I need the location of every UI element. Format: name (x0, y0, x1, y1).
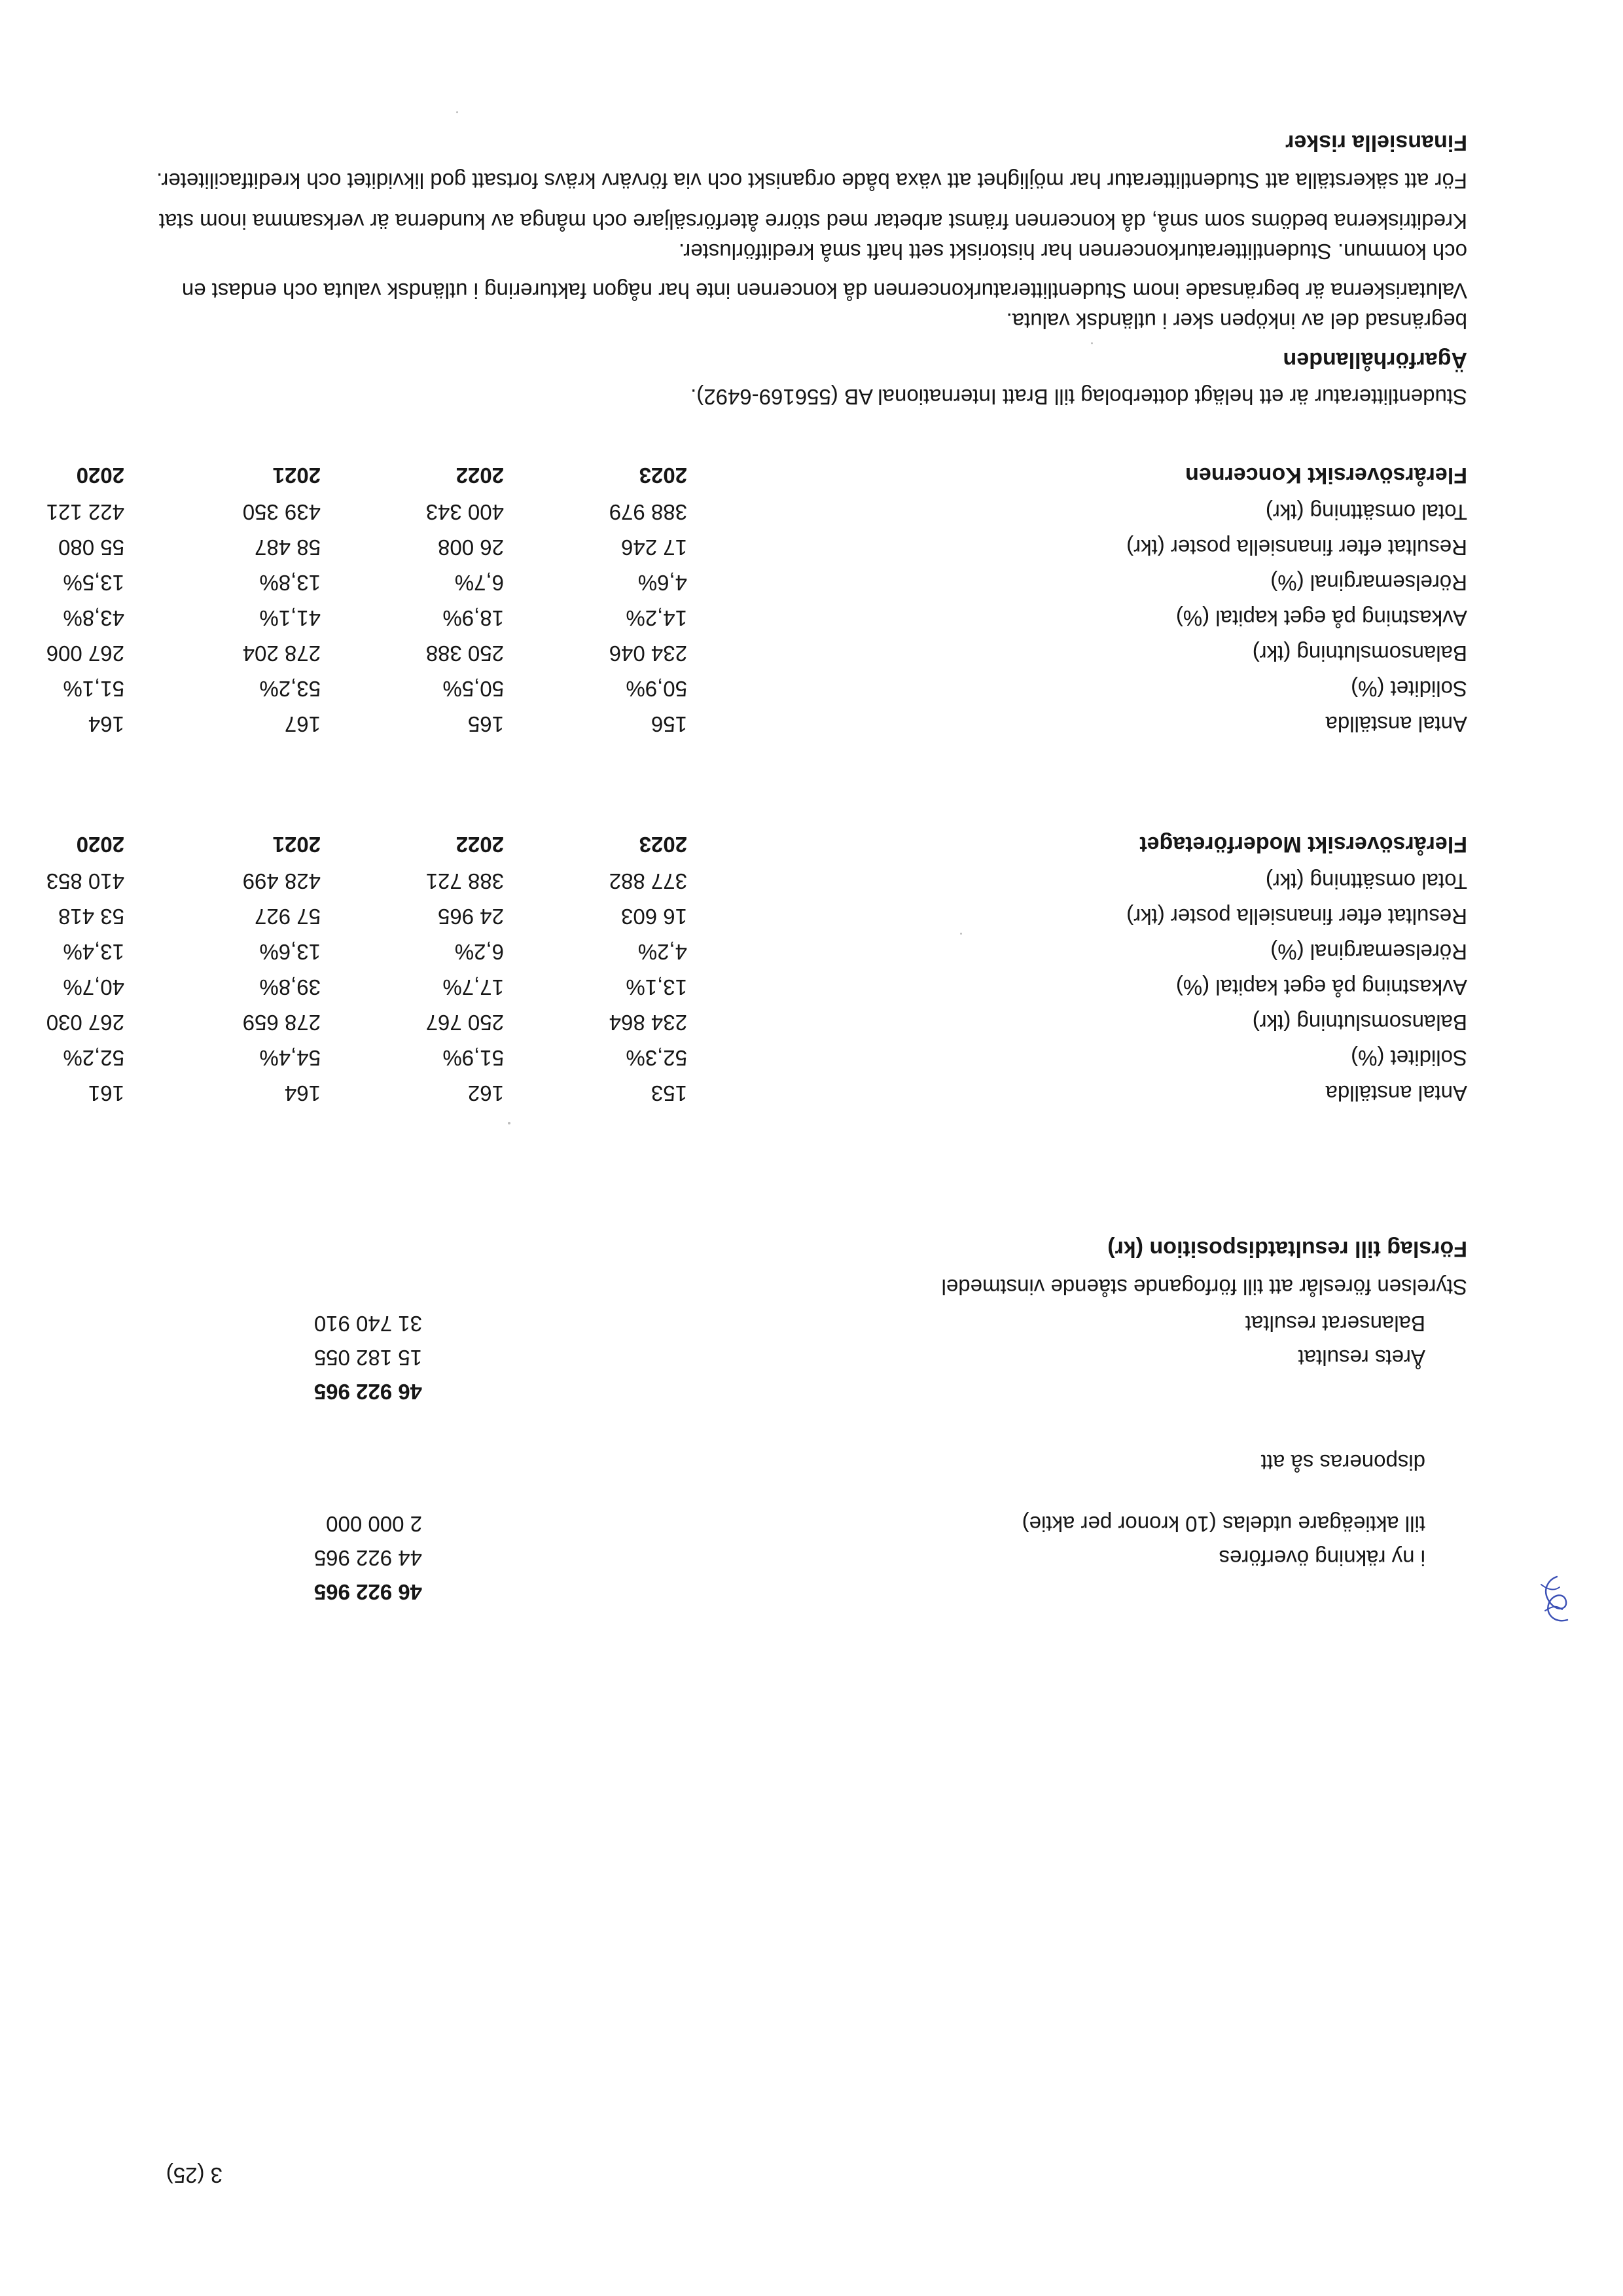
moderforetaget-cell: 4,2% (637, 940, 687, 964)
disponeras-text: disponeras så att (1260, 1450, 1425, 1475)
utdelas-value: 2 000 000 (326, 1512, 422, 1536)
moderforetaget-cell: 40,7% (63, 975, 124, 999)
moderforetaget-cell: 53 418 (58, 905, 124, 929)
moderforetaget-cell: 153 (651, 1081, 687, 1105)
scan-speck (1091, 342, 1093, 344)
finansiella-risker-paragraph-2-line-1: Kreditriskerna bedöms som små, då koncernen främst arbetar med större återförsäljare och många av kunderna är verksamma inom stat (158, 209, 1467, 234)
moderforetaget-row-label: Balansomslutning (tkr) (1252, 1011, 1467, 1035)
koncernen-cell: 26 008 (438, 535, 504, 560)
moderforetaget-cell: 13,4% (63, 940, 124, 964)
summa-vinstmedel: 46 922 965 (313, 1380, 422, 1404)
scan-speck (456, 111, 458, 113)
moderforetaget-year-header: 2020 (76, 833, 124, 857)
finansiella-risker-heading: Finansiella risker (1285, 130, 1467, 155)
moderforetaget-row-label: Resultat efter finansiella poster (tkr) (1126, 905, 1467, 929)
balanserat-resultat-label: Balanserat resultat (1245, 1312, 1425, 1336)
arets-resultat-value: 15 182 055 (313, 1346, 422, 1370)
koncernen-cell: 422 121 (46, 500, 124, 524)
moderforetaget-cell: 52,3% (626, 1046, 687, 1070)
koncernen-cell: 13,5% (63, 571, 124, 595)
moderforetaget-cell: 278 659 (242, 1011, 321, 1035)
moderforetaget-cell: 24 965 (438, 905, 504, 929)
koncernen-year-header: 2021 (272, 463, 321, 488)
koncernen-cell: 51,1% (63, 677, 124, 701)
koncernen-cell: 250 388 (425, 641, 504, 666)
koncernen-year-header: 2020 (76, 463, 124, 488)
handwritten-initials-icon (1536, 1574, 1574, 1625)
moderforetaget-year-header: 2023 (639, 833, 687, 857)
koncernen-row-label: Antal anställda (1325, 712, 1467, 736)
koncernen-row-label: Rörelsemarginal (%) (1270, 571, 1467, 595)
moderforetaget-row-label: Rörelsemarginal (%) (1270, 940, 1467, 964)
moderforetaget-cell: 54,4% (259, 1046, 321, 1070)
koncernen-cell: 388 979 (609, 500, 687, 524)
agarforhallanden-text: Studentlitteratur är ett helägt dotterbolag till Bratt International AB (556169-6492). (690, 385, 1467, 409)
koncernen-cell: 50,5% (442, 677, 504, 701)
koncernen-cell: 41,1% (259, 606, 321, 630)
moderforetaget-cell: 52,2% (63, 1046, 124, 1070)
scan-speck (508, 1122, 510, 1124)
koncernen-cell: 165 (467, 712, 504, 736)
koncernen-cell: 167 (284, 712, 321, 736)
overfors-value: 44 922 965 (313, 1546, 422, 1570)
koncernen-cell: 13,8% (259, 571, 321, 595)
moderforetaget-cell: 428 499 (242, 869, 321, 893)
koncernen-heading: Flerårsöversikt Koncernen (1185, 463, 1467, 488)
moderforetaget-cell: 57 927 (255, 905, 321, 929)
summa-disposition: 46 922 965 (313, 1580, 422, 1604)
koncernen-cell: 439 350 (242, 500, 321, 524)
koncernen-row-label: Soliditet (%) (1351, 677, 1467, 701)
moderforetaget-cell: 267 030 (46, 1011, 124, 1035)
moderforetaget-cell: 13,6% (259, 940, 321, 964)
moderforetaget-cell: 234 864 (609, 1011, 687, 1035)
moderforetaget-cell: 162 (467, 1081, 504, 1105)
balanserat-resultat-value: 31 740 910 (313, 1312, 422, 1336)
koncernen-year-header: 2022 (455, 463, 504, 488)
moderforetaget-cell: 161 (88, 1081, 124, 1105)
moderforetaget-cell: 6,2% (454, 940, 504, 964)
scan-speck (960, 933, 962, 935)
koncernen-row-label: Resultat efter finansiella poster (tkr) (1126, 535, 1467, 560)
moderforetaget-row-label: Avkastning på eget kapital (%) (1175, 975, 1467, 999)
koncernen-row-label: Avkastning på eget kapital (%) (1175, 606, 1467, 630)
page-number: 3 (25) (166, 2163, 223, 2187)
moderforetaget-row-label: Antal anställda (1325, 1081, 1467, 1105)
koncernen-cell: 278 204 (242, 641, 321, 666)
koncernen-cell: 400 343 (425, 500, 504, 524)
moderforetaget-cell: 16 603 (621, 905, 687, 929)
moderforetaget-cell: 377 882 (609, 869, 687, 893)
moderforetaget-cell: 164 (284, 1081, 321, 1105)
moderforetaget-cell: 388 721 (425, 869, 504, 893)
koncernen-cell: 267 006 (46, 641, 124, 666)
moderforetaget-cell: 250 767 (425, 1011, 504, 1035)
utdelas-label: till aktieägare utdelas (10 kronor per aktie) (1022, 1512, 1425, 1536)
moderforetaget-row-label: Soliditet (%) (1351, 1046, 1467, 1070)
moderforetaget-year-header: 2021 (272, 833, 321, 857)
finansiella-risker-paragraph-2-line-2: och kommun. Studentlitteraturkoncernen har historiskt sett haft små kreditförluster. (678, 240, 1467, 264)
koncernen-cell: 17 246 (621, 535, 687, 560)
forslag-heading: Förslag till resultatdisposition (kr) (1107, 1236, 1467, 1261)
koncernen-cell: 6,7% (454, 571, 504, 595)
koncernen-cell: 58 487 (255, 535, 321, 560)
moderforetaget-cell: 39,8% (259, 975, 321, 999)
koncernen-cell: 53,2% (259, 677, 321, 701)
moderforetaget-row-label: Total omsättning (tkr) (1265, 869, 1467, 893)
finansiella-risker-paragraph-1: För att säkerställa att Studentlitteratur har möjlighet att växa både organiskt och via förvärv krävs fortsatt god likviditet och kreditfaciliteter. (156, 169, 1467, 193)
moderforetaget-cell: 17,7% (442, 975, 504, 999)
koncernen-row-label: Total omsättning (tkr) (1265, 500, 1467, 524)
forslag-intro: Styrelsen föreslår att till förfogande stående vinstmedel (941, 1275, 1467, 1299)
koncernen-cell: 156 (651, 712, 687, 736)
overfors-label: i ny räkning överföres (1219, 1546, 1425, 1570)
agarforhallanden-heading: Ägarförhållanden (1283, 348, 1467, 372)
koncernen-cell: 14,2% (626, 606, 687, 630)
arets-resultat-label: Årets resultat (1298, 1346, 1425, 1370)
moderforetaget-heading: Flerårsöversikt Moderföretaget (1139, 832, 1467, 857)
koncernen-cell: 43,8% (63, 606, 124, 630)
moderforetaget-cell: 410 853 (46, 869, 124, 893)
koncernen-cell: 234 046 (609, 641, 687, 666)
koncernen-cell: 164 (88, 712, 124, 736)
koncernen-cell: 4,6% (637, 571, 687, 595)
finansiella-risker-paragraph-3-line-2: begränsad del av inköpen sker i utländsk valuta. (1006, 309, 1467, 333)
koncernen-cell: 18,9% (442, 606, 504, 630)
koncernen-year-header: 2023 (639, 463, 687, 488)
moderforetaget-cell: 13,1% (626, 975, 687, 999)
moderforetaget-year-header: 2022 (455, 833, 504, 857)
koncernen-row-label: Balansomslutning (tkr) (1252, 641, 1467, 666)
finansiella-risker-paragraph-3-line-1: Valutariskerna är begränsade inom Studentlitteraturkoncernen då koncernen inte har någon fakturering i utländsk valuta och endast en (181, 279, 1467, 303)
koncernen-cell: 55 080 (58, 535, 124, 560)
koncernen-cell: 50,9% (626, 677, 687, 701)
moderforetaget-cell: 51,9% (442, 1046, 504, 1070)
